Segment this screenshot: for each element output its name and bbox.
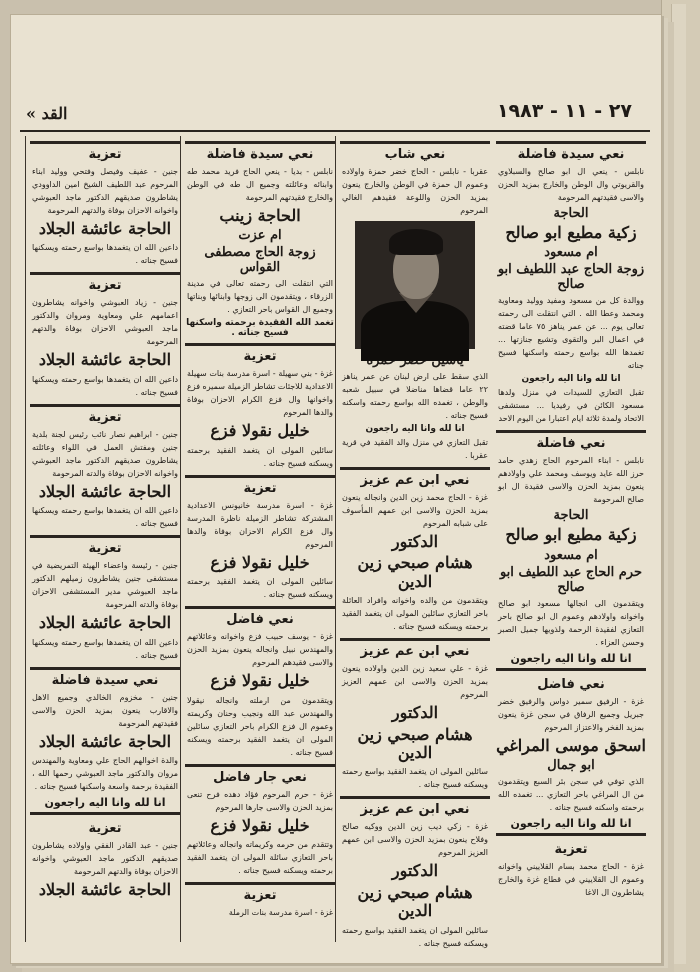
deceased-name: زكية مطيع ابو صالح [505,223,637,242]
column-2 [340,136,490,948]
notice-body: داعين الله ان يتغمدها بواسع رحمته ويسكنها فسيح جناته . [32,506,178,529]
notice-body: الذي سقط على ارض لبنان عن عمر يناهز ٢٢ عاما قضاها مناضلا في سبيل شعبه والوطن ، تغمده الله بواسع رحمته واسكنه فسيح جناته . [342,372,488,420]
notice-heading: تعزية [185,882,335,903]
deceased-name: الحاجة عائشة الجلاد [38,481,172,501]
notice-title: الحاجة [553,508,589,524]
column-1 [496,136,646,942]
notice-heading: نعي ابن عم عزيز [340,796,490,817]
notice-title: الحاجة [553,206,589,221]
notice-body: سائلين المولى ان يتغمد الفقيد برحمته ويسكنه فسيح جناته . [187,445,333,468]
notice-subtitle: ام مسعود [544,547,598,563]
notice-body: تقبل التعازي للسيدات في منزل ولدها مسعود الكائن في رفيديا ... مستشفى الاتحاد ولمدة ثلاثة ايام اعتبارا من اليوم الاحد [498,388,644,424]
notice-heading: تعزية [30,141,180,162]
notice-heading: نعي ابن عم عزيز [340,638,490,659]
publication-name: « القد [26,104,68,123]
notice-closing: انا لله وانا اليه راجعون [496,652,646,671]
notice-body: جنين - عفيف وفيصل وفتحي ووليد ابناء المرحوم عبد اللطيف الشيخ امين الداوودي يشاطرون صديقهم الدكتور ماجد العبوشي واخوانه الاحزان بوفاة والدتهم المرحومة [32,167,178,215]
notice-body: تقبل التعازي في منزل والد الفقيد في قرية عقربا . [342,438,488,460]
notice-heading: نعي فاضل [185,606,335,627]
notice-title: الدكتور [391,861,439,881]
notice-body: غزة - علي سعيد زين الدين واولاده ينعون بمزيد الحزن والاسى ابن عمهم العزيز المرحوم [342,664,488,700]
deceased-name: الحاجة عائشة الجلاد [38,350,172,370]
notice-body: غزة - بني سهيلة - اسرة مدرسة بنات سهيلة الاعدادية للاجئات تشاطر الزميلة سميره فزع واخوانها وال فزع الكرام الاحزان بوفاة والدها المرحوم [187,369,333,418]
notice-title: الدكتور [391,703,439,723]
deceased-name: زكية مطيع ابو صالح [505,525,637,545]
notice-subtitle: حرم الحاج عبد اللطيف ابو صالح [499,564,643,595]
notice-closing: انا لله وانا اليه راجعون [496,817,646,836]
notice-body: داعين الله ان يتغمدها بواسع رحمته ويسكنها فسيح جناته . [32,243,178,266]
notice-body: داعين الله ان يتغمدها بواسع رحمته ويسكنها فسيح جناته . [32,374,178,397]
column-divider [180,136,181,942]
notice-body: داعين الله ان يتغمدها بواسع رحمته ويسكنها فسيح جناته . [32,637,178,660]
notice-subtitle: زوجة الحاج مصطفى القواس [204,245,316,276]
notice-heading: نعي فاضل [537,676,605,692]
notice-body: جنين - زياد العبوشي واخوانه يشاطرون اعمامهم علي ومعاوية ومروان والدكتور ماجد العبوشي الاحزان بوفاة والدتهم المرحومة [32,298,178,347]
notice-body: ووالدة كل من مسعود ومفيد ووليد ومعاوية ومحمد وعطا الله . التي انتقلت الى رحمته تعالى يوم ... عن عمر يناهز ٧٥ عاما قضته في اعمال البر والتقوى وتشيع جنازتها ... تغمدها الله بواسع رحمته واسكنها فسيح جناته [498,296,645,371]
deceased-name: الحاجة عائشة الجلاد [38,219,172,238]
notice-subtitle: ام عزت [238,228,282,244]
notice-heading: نعي جار فاضل [185,764,335,785]
notice-closing: انا لله وانا اليه راجعون [30,796,180,815]
notice-body: جنين - عبد القادر الفقي واولاده يشاطرون صديقهم الدكتور ماجد العبوشي واخوانه الاحزان بوفاة والدتهم المرحومة [32,840,178,876]
notice-body: نابلس - ينعي ال ابو صالح والسبلاوي والقريوتي وال الوطن والخارج بمزيد الحزن والاسى فقيدتهم المرحومة [498,167,644,202]
page-header [20,96,650,132]
deceased-name: هشام صبحي زين الدين [357,882,473,921]
notice-body: عقربا - نابلس - الحاج خضر حمزة واولاده وعموم ال حمزة في الوطن والخارج ينعون بمزيد الحزن واللوعة فقيدهم الغالي المرحوم [342,167,488,215]
notice-closing: انا لله وانا اليه راجعون [365,424,465,434]
notice-body: وتتقدم من حرمه وكريماته وانجاله وعائلاتهم باحر التعازي سائلة المولى ان يتغمد الفقيد برحمته ويسكنه فسيح جناته . [187,839,333,875]
notice-body: غزة - الرفيق سمير دواس والرفيق خضر جبريل وجميع الرفاق في سجن غزة ينعون بمزيد الفخر والاعتزاز المرحوم [498,696,644,732]
notice-body: ويتقدمون الى انجالها مسعود ابو صالح واخوانه واولادهم وعموم ال ابو صالح باحر التعازي لفقيدة الرحمة ولذويها جميل الصبر وحسن العزاء . [498,598,644,647]
notice-body: نابلس - ابناء المرحوم الحاج زهدي حامد حرز الله عايد ويوسف ومحمد علي واولادهم ينعون بمزيد الحزن والاسى فقيدة ال ابو صالح المرحومة [498,456,644,505]
notice-title: الدكتور [391,532,439,551]
notice-heading: تعزية [185,475,335,496]
deceased-name: الحاجة عائشة الجلاد [38,731,172,751]
notice-closing: تغمد الله الفقيدة برحمته واسكنها فسيح جناته . [186,318,334,339]
portrait-photo [355,221,475,349]
column-divider [25,136,26,942]
deceased-name: الحاجة عائشة الجلاد [38,613,172,633]
notice-heading: تعزية [554,842,588,858]
notice-body: غزة - يوسف حبيب فزع واخوانه وعائلاتهم والمهندس نبيل وانجاله ينعون بمزيد الحزن والاسى فقيدهم المرحوم [187,632,333,668]
notice-body: سائلين المولى ان يتغمد الفقيد بواسع رحمته ويسكنه فسيح جناته . [342,767,488,790]
notice-body: ويتقدمون من والده واخوانه وافراد العائلة باحر التعازي سائلين المولى ان يتغمد الفقيد برحمته ويسكنه فسيح جناته . [342,596,488,632]
notice-body: غزة - زكي ديب زين الدين ووكيه صالح وفلاح ينعون بمزيد الحزن والاسى ابن عمهم العزيز المرحوم [342,822,488,858]
column-3 [185,136,335,942]
notice-heading: نعي فاضلة [496,430,646,451]
notice-body: نابلس - بديا - ينعي الحاج فريد محمد طه وابنائه وعائلته وجميع ال طه في الوطن والخارج فقيدتهم المرحومة [187,167,333,202]
notice-body: غزة - الحاج محمد زين الدين وانجاله ينعون بمزيد الحزن والاسى ابن عمهم المأسوف على شبابه المرحوم [342,493,488,528]
notice-heading: تعزية [30,404,180,425]
notice-body: غزة - الحاج محمد بسام القلاييني واخوانه وعموم ال القلاييني في قطاع غزة والخارج يشاطرون ال الاغا [498,862,644,898]
notice-body: الذي توفي في سجن بئر السبع ويتقدمون من ال المراغي باحر التعازي ... تغمده الله برحمته واسكنه فسيح جناته . [498,777,644,813]
column-4 [30,136,180,942]
deceased-name: اسحق موسى المراغي [496,735,646,755]
notice-body: جنين - رئيسة واعضاء الهيئة التمريضية في مستشفى جنين يشاطرون زميلهم الدكتور ماجد العبوشي مدير المستشفى الاحزان بوفاة والدته المرحومة [32,561,178,610]
deceased-name: الحاجة عائشة الجلاد [38,879,172,899]
deceased-name: الحاجة زينب [219,206,301,225]
deceased-name: خليل نقولا فزع [210,671,310,691]
notice-heading: تعزية [30,272,180,293]
notice-heading: نعي ابن عم عزيز [340,467,490,488]
notice-subtitle: ام مسعود [544,245,598,261]
notice-body: غزة - حرم المرحوم فؤاد دهده فرح تنعى بمزيد الحزن والاسى جارها المرحوم [187,789,333,812]
issue-date: ٢٧ - ١١ - ١٩٨٣ [496,100,632,122]
notice-heading: نعي سيدة فاضلة [185,141,335,162]
notice-body: غزة - اسرة مدرسة خانيونس الاعدادية المشتركة تشاطر الزميلة ناظرة المدرسة وال فزع الكرام الاحزان بوفاة والدها المرحوم [187,500,333,549]
column-divider [335,136,336,942]
notice-body: والدة اخوالهم الحاج علي ومعاوية والمهندس مروان والدكتور ماجد العبوشي رحمها الله ، الفقيدة برحمة واسعة واسكنها فسيح جناته . [32,755,178,791]
notice-body: جنين - ابراهيم نصار نائب رئيس لجنة بلدية جنين ومفتش العمل في اللواء وعائلته يشاطرون صديقهم الدكتور ماجد العبوشي واخوانه الاحزان بوفاة والدته المرحومة [32,429,178,478]
deceased-name: خليل نقولا فزع [210,421,310,441]
notice-body: التي انتقلت الى رحمته تعالى في مدينة الزرقاء ، ويتقدمون الى زوجها وابنائها وبناتها وجميع ال القواس باحر التعازي . [187,279,333,315]
notice-closing: انا لله وانا اليه راجعون [521,374,621,385]
deceased-name: هشام صبحي زين الدين [357,553,473,591]
notice-body: جنين - مخزوم الخالدي وجميع الاهل والاقارب ينعون بمزيد الحزن والاسى فقيدتهم المرحومة [32,692,178,728]
notice-heading: نعي سيدة فاضلة [496,141,646,162]
notice-body: غزة - اسرة مدرسة بنات الرملة [228,907,333,917]
notice-heading: تعزية [30,535,180,556]
deceased-name: خليل نقولا فزع [210,552,310,572]
notice-body: سائلين المولى ان يتغمد الفقيد برحمته ويسكنه فسيح جناته . [187,577,333,600]
notice-heading: نعي سيدة فاضلة [30,667,180,688]
notice-subtitle: زوجة الحاج عبد اللطيف ابو صالح [497,262,645,293]
deceased-name: هشام صبحي زين الدين [357,724,473,762]
notice-subtitle: ابو جمال [547,758,595,774]
deceased-name: خليل نقولا فزع [210,815,310,835]
notice-body: ويتقدمون من ارملته وانجاله نيقولا والمهندس عبد الله ونجيب وحنان وكريمته وعموم ال فزع الكرام باحر التعازي سائلين المولى ان يتغمد الفقيد برحمته ويسكنه فسيح جناته . [187,695,333,757]
notice-heading: نعي شاب [340,141,490,162]
notice-heading: تعزية [88,820,122,836]
notice-body: سائلين المولى ان يتغمد الفقيد بواسع رحمته ويسكنه فسيح جناته . [342,925,488,948]
paper-edge-fold [671,4,686,964]
notice-heading: تعزية [185,343,335,364]
